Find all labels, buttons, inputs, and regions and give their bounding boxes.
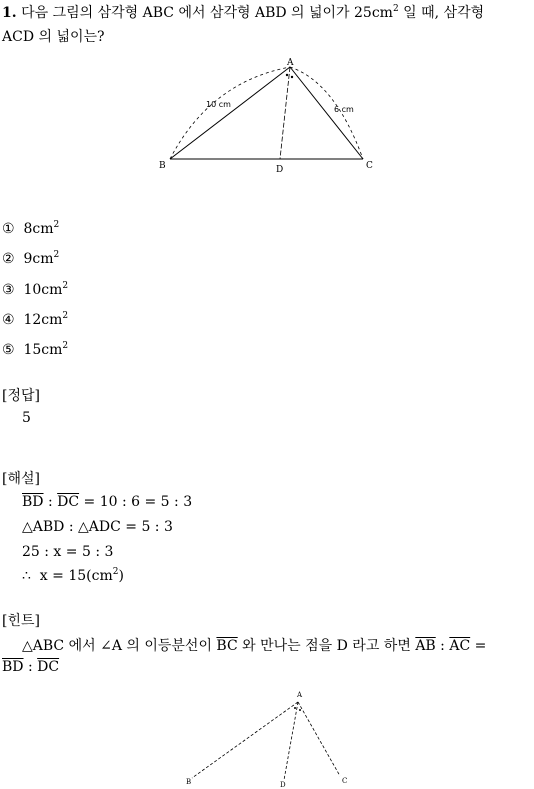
hint-line-1: [22, 635, 486, 655]
label-b: B: [159, 161, 166, 171]
choice-superscript: 2: [62, 311, 69, 321]
solution-line-2: △ABD : △ADC = 5 : 3: [22, 519, 173, 535]
hint-heading: [힌트]: [2, 613, 40, 629]
answer-value: 5: [22, 410, 31, 426]
choice-value: 12cm: [23, 312, 63, 328]
angle-mark-1: [294, 707, 296, 709]
question-superscript: 2: [392, 4, 399, 14]
side-ab: [170, 67, 290, 159]
choice-5: [2, 342, 68, 358]
solution-line-4: [22, 568, 124, 584]
angle-mark-1: [286, 74, 288, 76]
hint-colon-2: :: [23, 659, 38, 675]
ratio-separator: :: [43, 494, 58, 510]
choice-marker: ④: [2, 312, 15, 328]
solution-conclusion: ∴ x = 15(cm: [22, 568, 113, 584]
solution-superscript: 2: [112, 567, 119, 577]
choice-marker: ③: [2, 282, 15, 298]
label-a: A: [287, 58, 294, 68]
hint-colon: :: [435, 638, 450, 654]
question-number: 1.: [2, 5, 17, 21]
choice-superscript: 2: [62, 281, 69, 291]
label-d: D: [276, 165, 284, 175]
triangle-figure-1: [150, 52, 390, 177]
solution-heading: [해설]: [2, 471, 40, 487]
label-side-ab: 10 cm: [206, 100, 231, 109]
choice-marker: ⑤: [2, 342, 15, 358]
choice-superscript: 2: [62, 341, 69, 351]
choice-superscript: 2: [53, 250, 60, 260]
label-a-2: A: [297, 691, 303, 699]
choice-1: [2, 221, 59, 237]
label-c-2: C: [342, 777, 348, 785]
angle-mark-2: [291, 76, 293, 78]
choice-value: 10cm: [23, 282, 63, 298]
solution-line-3: 25 : x = 5 : 3: [22, 544, 114, 560]
question-line-2: ACD 의 넓이는?: [2, 29, 105, 45]
question-text-part-2: 일 때, 삼각형: [398, 5, 485, 21]
segment-bc: $\overline{BC}$: [216, 638, 238, 654]
bisector-ad-2: [284, 702, 298, 780]
label-d-2: D: [280, 781, 286, 789]
segment-ac: $\overline{AC}$: [449, 638, 471, 654]
answer-heading: [정답]: [2, 388, 40, 404]
segment-bd: $\overline{BD}$: [22, 494, 44, 510]
choice-value: 8cm: [23, 221, 54, 237]
bisector-ad: [280, 67, 290, 159]
choice-2: [2, 251, 59, 267]
label-side-ac: 6 cm: [334, 105, 354, 114]
hint-equals: =: [470, 638, 487, 654]
solution-conclusion-end: ): [118, 568, 124, 584]
ratio-rest: = 10 : 6 = 5 : 3: [79, 494, 193, 510]
choice-value: 15cm: [23, 342, 63, 358]
hint-text-2: 와 만나는 점을 D 라고 하면: [237, 638, 416, 654]
choice-superscript: 2: [53, 220, 60, 230]
label-b-2: B: [186, 778, 192, 786]
question-line-1: [2, 2, 484, 22]
choice-marker: ②: [2, 251, 15, 267]
choice-value: 9cm: [23, 251, 54, 267]
angle-mark-2: [299, 709, 301, 711]
segment-bd-hint: $\overline{BD}$: [2, 659, 24, 675]
segment-ab: $\overline{AB}$: [415, 638, 436, 654]
side-ac-2: [298, 702, 340, 776]
choice-marker: ①: [2, 221, 15, 237]
solution-line-1: [22, 494, 192, 510]
label-c: C: [366, 161, 373, 171]
question-text-part-1: 다음 그림의 삼각형 ABC 에서 삼각형 ABD 의 넓이가 25cm: [21, 5, 393, 21]
hint-line-2: [2, 659, 59, 675]
choice-4: [2, 312, 68, 328]
triangle-figure-2: [180, 688, 360, 789]
hint-text-1: △ABC 에서 ∠A 의 이등분선이: [22, 638, 217, 654]
choice-3: [2, 282, 68, 298]
segment-dc-hint: $\overline{DC}$: [37, 659, 60, 675]
side-ab-2: [192, 702, 298, 778]
segment-dc: $\overline{DC}$: [57, 494, 80, 510]
